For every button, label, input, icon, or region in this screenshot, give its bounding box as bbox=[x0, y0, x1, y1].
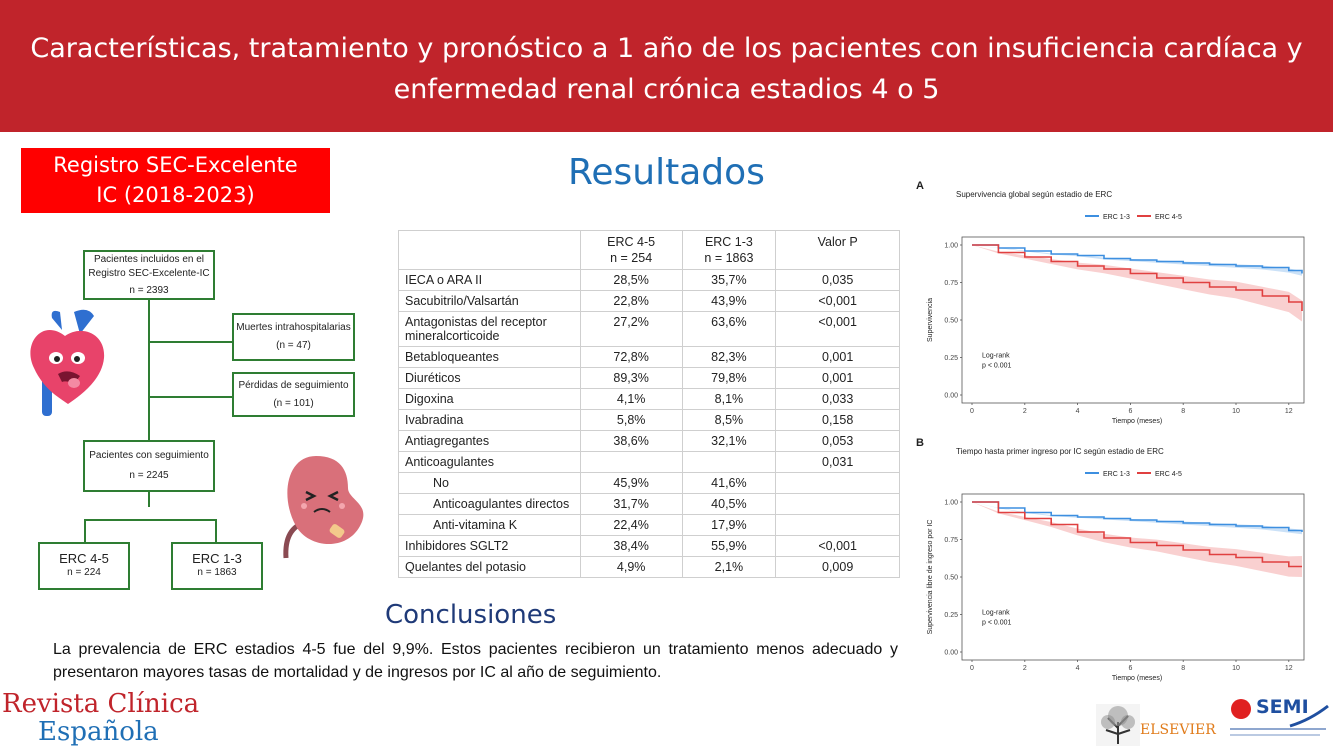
cell-pvalue: <0,001 bbox=[776, 536, 900, 557]
elsevier-logo-text: ELSEVIER bbox=[1140, 722, 1216, 738]
flow-connector bbox=[215, 519, 217, 543]
table-row bbox=[399, 557, 900, 578]
conclusions-text: La prevalencia de ERC estadios 4-5 fue del 9,9%. Estos pacientes recibieron un tratamiento menos adecuado y presentaron mayores tasas de mortalidad y de ingresos por IC al año de seguimiento. bbox=[53, 641, 898, 681]
table-row bbox=[399, 291, 900, 312]
cell-erc45: 22,8% bbox=[580, 291, 682, 312]
cell-erc45: 4,1% bbox=[580, 389, 682, 410]
column-name: ERC 4-5 bbox=[607, 235, 656, 249]
table-row bbox=[399, 270, 900, 291]
row-label: No bbox=[399, 473, 581, 494]
cell-erc13: 17,9% bbox=[682, 515, 776, 536]
revista-logo-line2: Española bbox=[38, 717, 159, 747]
y-tick-label: 0.75 bbox=[944, 280, 958, 287]
table-row bbox=[399, 452, 900, 473]
cell-erc13: 43,9% bbox=[682, 291, 776, 312]
x-tick-label: 4 bbox=[1075, 665, 1080, 672]
legend-label: ERC 1-3 bbox=[1103, 471, 1130, 478]
row-label: Anticoagulantes directos bbox=[399, 494, 581, 515]
table-row bbox=[399, 312, 900, 347]
row-label: IECA o ARA II bbox=[399, 270, 581, 291]
legend-label: ERC 4-5 bbox=[1155, 471, 1182, 478]
column-name: Valor P bbox=[817, 235, 858, 249]
column-n: n = 254 bbox=[610, 251, 653, 265]
table-header-row bbox=[399, 231, 900, 270]
flow-included-box bbox=[83, 250, 215, 300]
table-body bbox=[399, 270, 900, 578]
cell-pvalue: 0,053 bbox=[776, 431, 900, 452]
x-tick-label: 10 bbox=[1232, 665, 1240, 672]
cell-erc45: 89,3% bbox=[580, 368, 682, 389]
cell-erc13: 8,1% bbox=[682, 389, 776, 410]
y-tick-label: 0.25 bbox=[944, 612, 958, 619]
flow-deaths-n: (n = 47) bbox=[276, 340, 311, 351]
km-chart-b bbox=[910, 432, 1330, 687]
results-table bbox=[398, 230, 900, 578]
semi-logo-text: SEMI bbox=[1256, 696, 1309, 718]
cell-pvalue: 0,033 bbox=[776, 389, 900, 410]
cell-pvalue bbox=[776, 515, 900, 536]
x-tick-label: 12 bbox=[1284, 408, 1293, 415]
cell-pvalue: 0,158 bbox=[776, 410, 900, 431]
flow-connector bbox=[84, 519, 217, 521]
series-line bbox=[972, 245, 1302, 274]
cell-pvalue: 0,009 bbox=[776, 557, 900, 578]
x-tick-label: 6 bbox=[1128, 408, 1133, 415]
cell-erc45: 31,7% bbox=[580, 494, 682, 515]
x-tick-label: 8 bbox=[1181, 665, 1186, 672]
cell-pvalue: <0,001 bbox=[776, 291, 900, 312]
registry-box bbox=[21, 148, 330, 213]
cell-erc13: 55,9% bbox=[682, 536, 776, 557]
annotation-text: p < 0.001 bbox=[982, 362, 1012, 370]
table-header-pvalue bbox=[776, 231, 900, 270]
flow-erc13-box bbox=[171, 542, 263, 590]
cell-erc13: 8,5% bbox=[682, 410, 776, 431]
flow-connector bbox=[84, 519, 86, 543]
annotation-text: Log-rank bbox=[982, 609, 1010, 617]
flow-lost-box bbox=[232, 372, 355, 417]
y-axis-label: Supervivencia bbox=[927, 298, 934, 342]
panel-label: B bbox=[916, 437, 924, 449]
flow-included-line2: Registro SEC-Excelente-IC bbox=[88, 267, 210, 279]
flow-erc45-box bbox=[38, 542, 130, 590]
cell-erc13 bbox=[682, 452, 776, 473]
cell-erc45: 38,4% bbox=[580, 536, 682, 557]
results-heading: Resultados bbox=[568, 152, 765, 193]
cell-pvalue: 0,001 bbox=[776, 368, 900, 389]
row-label: Anticoagulantes bbox=[399, 452, 581, 473]
x-tick-label: 0 bbox=[970, 665, 974, 672]
cell-erc45 bbox=[580, 452, 682, 473]
cell-erc13: 2,1% bbox=[682, 557, 776, 578]
cell-erc45: 38,6% bbox=[580, 431, 682, 452]
row-label: Antagonistas del receptor mineralcorticoide bbox=[399, 312, 581, 347]
table-row bbox=[399, 536, 900, 557]
plot-frame bbox=[962, 494, 1304, 660]
title-banner bbox=[0, 0, 1333, 132]
y-axis-label: Supervivencia libre de ingreso por IC bbox=[927, 519, 934, 635]
cell-erc45: 45,9% bbox=[580, 473, 682, 494]
row-label: Inhibidores SGLT2 bbox=[399, 536, 581, 557]
revista-clinica-logo bbox=[2, 690, 199, 746]
cell-pvalue bbox=[776, 494, 900, 515]
heart-character-icon bbox=[22, 308, 108, 418]
cell-erc13: 40,5% bbox=[682, 494, 776, 515]
cell-pvalue: 0,031 bbox=[776, 452, 900, 473]
elsevier-tree-icon bbox=[1096, 704, 1140, 746]
x-tick-label: 0 bbox=[970, 408, 974, 415]
cell-erc45: 22,4% bbox=[580, 515, 682, 536]
cell-erc13: 41,6% bbox=[682, 473, 776, 494]
annotation-text: Log-rank bbox=[982, 352, 1010, 360]
flow-connector bbox=[148, 341, 232, 343]
table-header-erc45 bbox=[580, 231, 682, 270]
cell-erc45: 28,5% bbox=[580, 270, 682, 291]
row-label: Ivabradina bbox=[399, 410, 581, 431]
x-tick-label: 2 bbox=[1022, 665, 1027, 672]
flow-deaths-box bbox=[232, 313, 355, 361]
x-axis-label: Tiempo (meses) bbox=[1111, 675, 1163, 682]
column-name: ERC 1-3 bbox=[704, 235, 753, 249]
cell-erc13: 35,7% bbox=[682, 270, 776, 291]
km-chart-a bbox=[910, 175, 1330, 430]
title-line-2: enfermedad renal crónica estadios 4 o 5 bbox=[393, 74, 940, 105]
x-tick-label: 10 bbox=[1232, 408, 1240, 415]
table-row bbox=[399, 347, 900, 368]
table-row bbox=[399, 494, 900, 515]
x-tick-label: 4 bbox=[1075, 408, 1080, 415]
table-row bbox=[399, 515, 900, 536]
table-row bbox=[399, 473, 900, 494]
flow-lost-label: Pérdidas de seguimiento bbox=[238, 379, 349, 391]
table-header-empty bbox=[399, 231, 581, 270]
x-tick-label: 6 bbox=[1128, 665, 1133, 672]
table-header-erc13 bbox=[682, 231, 776, 270]
kidney-character-icon bbox=[276, 448, 376, 568]
table-row bbox=[399, 410, 900, 431]
row-label: Antiagregantes bbox=[399, 431, 581, 452]
y-tick-label: 0.75 bbox=[944, 537, 958, 544]
revista-logo-line1: Revista Clínica bbox=[2, 689, 200, 719]
cell-erc45: 4,9% bbox=[580, 557, 682, 578]
x-tick-label: 8 bbox=[1181, 408, 1186, 415]
registry-line-1: Registro SEC-Excelente bbox=[53, 153, 298, 177]
flow-followed-box bbox=[83, 440, 215, 492]
y-tick-label: 0.50 bbox=[944, 317, 958, 325]
y-tick-label: 0.00 bbox=[944, 392, 958, 400]
row-label: Quelantes del potasio bbox=[399, 557, 581, 578]
semi-logo bbox=[1230, 696, 1330, 753]
legend-label: ERC 1-3 bbox=[1103, 214, 1130, 221]
flow-erc13-n: n = 1863 bbox=[197, 567, 237, 578]
cell-erc45: 27,2% bbox=[580, 312, 682, 347]
row-label: Anti-vitamina K bbox=[399, 515, 581, 536]
flow-erc45-label: ERC 4-5 bbox=[59, 551, 109, 566]
x-tick-label: 12 bbox=[1284, 665, 1293, 672]
flow-connector bbox=[148, 396, 232, 398]
row-label: Sacubitrilo/Valsartán bbox=[399, 291, 581, 312]
column-n: n = 1863 bbox=[704, 251, 754, 265]
flow-erc13-label: ERC 1-3 bbox=[192, 551, 242, 566]
title-line-1: Características, tratamiento y pronóstico a 1 año de los pacientes con insuficiencia cardíaca y bbox=[30, 33, 1303, 64]
legend-label: ERC 4-5 bbox=[1155, 214, 1182, 221]
row-label: Diuréticos bbox=[399, 368, 581, 389]
cell-pvalue bbox=[776, 473, 900, 494]
cell-pvalue: 0,035 bbox=[776, 270, 900, 291]
table-row bbox=[399, 431, 900, 452]
cell-erc13: 63,6% bbox=[682, 312, 776, 347]
cell-pvalue: <0,001 bbox=[776, 312, 900, 347]
registry-line-2: IC (2018-2023) bbox=[96, 183, 255, 207]
table-row bbox=[399, 389, 900, 410]
annotation-text: p < 0.001 bbox=[982, 619, 1012, 627]
y-tick-label: 1.00 bbox=[944, 499, 958, 507]
cell-erc13: 79,8% bbox=[682, 368, 776, 389]
cell-erc13: 82,3% bbox=[682, 347, 776, 368]
conclusions-heading: Conclusiones bbox=[385, 600, 557, 630]
cell-pvalue: 0,001 bbox=[776, 347, 900, 368]
flow-lost-n: (n = 101) bbox=[273, 397, 314, 409]
panel-label: A bbox=[916, 180, 924, 192]
flow-followed-n: n = 2245 bbox=[129, 470, 169, 481]
y-tick-label: 1.00 bbox=[944, 242, 958, 250]
cell-erc45: 72,8% bbox=[580, 347, 682, 368]
confidence-band bbox=[972, 245, 1302, 322]
flow-followed-label: Pacientes con seguimiento bbox=[89, 450, 209, 461]
cell-erc13: 32,1% bbox=[682, 431, 776, 452]
flow-deaths-label: Muertes intrahospitalarias bbox=[236, 322, 351, 333]
flow-included-line1: Pacientes incluidos en el bbox=[93, 253, 205, 265]
flow-included-n: n = 2393 bbox=[129, 284, 169, 296]
chart-title: Supervivencia global según estadio de ERC bbox=[956, 190, 1113, 199]
y-tick-label: 0.25 bbox=[944, 355, 958, 362]
y-tick-label: 0.00 bbox=[944, 649, 958, 657]
table-row bbox=[399, 368, 900, 389]
chart-title: Tiempo hasta primer ingreso por IC según estadio de ERC bbox=[956, 447, 1164, 456]
y-tick-label: 0.50 bbox=[944, 574, 958, 582]
x-tick-label: 2 bbox=[1022, 408, 1027, 415]
row-label: Betabloqueantes bbox=[399, 347, 581, 368]
x-axis-label: Tiempo (meses) bbox=[1111, 418, 1163, 425]
cell-erc45: 5,8% bbox=[580, 410, 682, 431]
plot-frame bbox=[962, 237, 1304, 403]
row-label: Digoxina bbox=[399, 389, 581, 410]
flow-erc45-n: n = 224 bbox=[67, 567, 101, 578]
